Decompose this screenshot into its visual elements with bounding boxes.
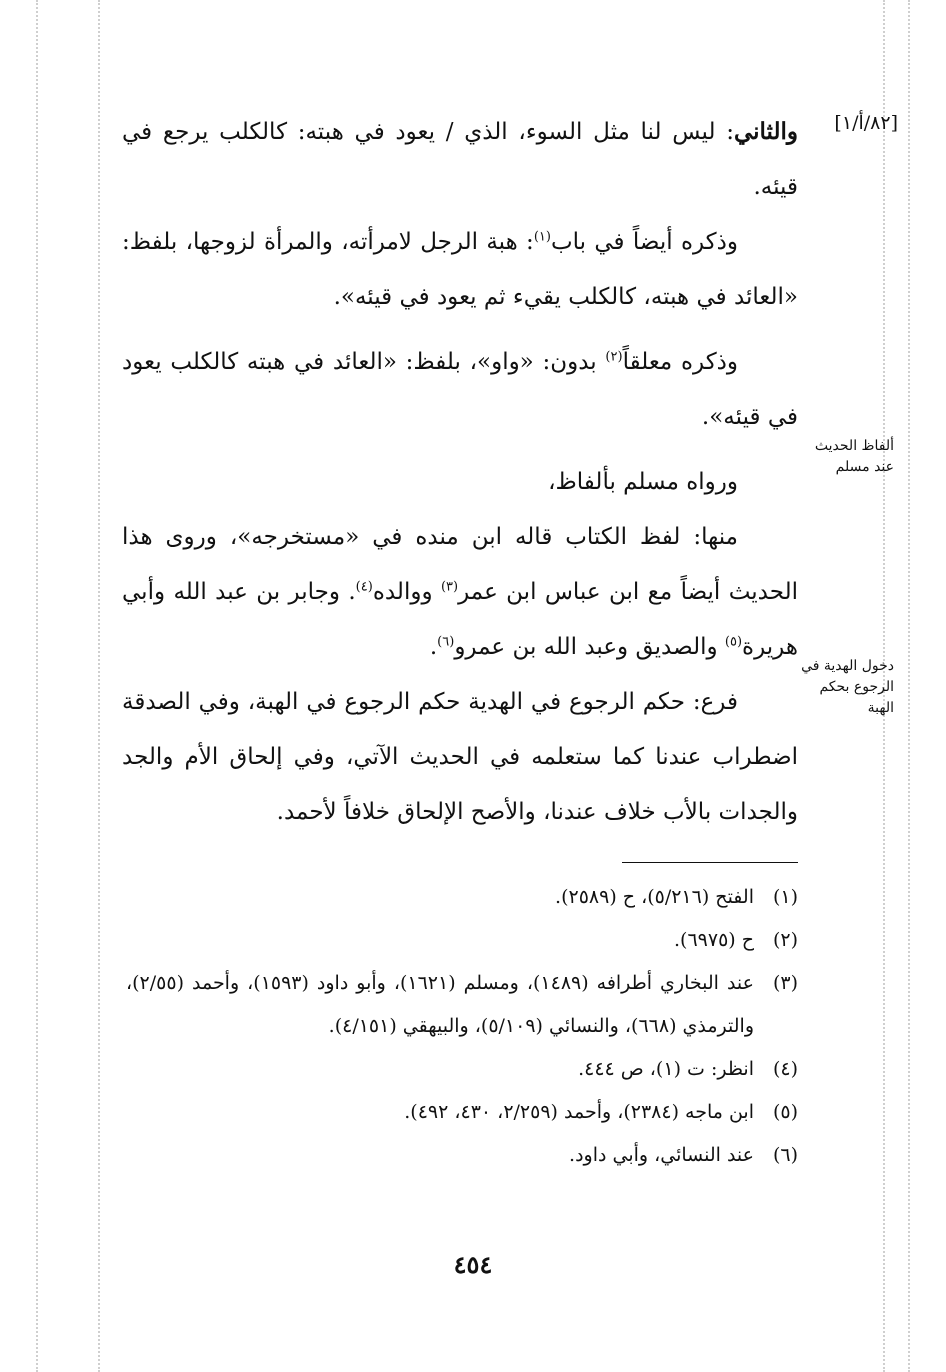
- paragraph-text: .: [429, 634, 438, 660]
- side-note-hadith-wording: ألفاظ الحديث عند مسلم: [814, 438, 894, 475]
- paragraph-text: بدون: «واو»، بلفظ: «العائد في هبته كالكلب يعود في قيئه».: [122, 349, 798, 430]
- paragraph-text: . وجابر بن عبد الله وأبي هريرة: [122, 579, 798, 660]
- footnote-text: عند النسائي، وأبي داود.: [569, 1144, 754, 1166]
- paragraph: [122, 335, 798, 445]
- footnote-text: عند البخاري أطرافه (١٤٨٩)، ومسلم (١٦٢١)، وأبو داود (١٥٩٣)، وأحمد (٢/٥٥)، والترمذي (٦٦٨)، والنسائي (٥/١٠٩)، والبيهقي (٤/١٥١).: [126, 972, 754, 1037]
- footnote-reference[interactable]: (٣): [440, 579, 459, 595]
- footnote-number: (٤): [772, 1058, 798, 1080]
- paragraph: فرع: حكم الرجوع في الهدية حكم الرجوع في الهبة، وفي الصدقة اضطراب عندنا كما ستعلمه في الحديث الآتي، وفي إلحاق الأم والجد والجدات بالأب خلاف عندنا، والأصح الإلحاق خلافاً لأحمد.: [122, 689, 798, 825]
- paragraph-text: وذكره معلقاً: [622, 349, 738, 375]
- paragraph-lead-word: والثاني: [733, 118, 798, 145]
- footnote-separator: [622, 862, 798, 863]
- footnote: [126, 919, 798, 962]
- footnote: [126, 876, 798, 919]
- scan-guide-line: [98, 0, 100, 1372]
- scan-guide-line: [908, 0, 910, 1372]
- paragraph: [122, 104, 798, 215]
- paragraph-text: : هبة الرجل لامرأته، والمرأة لزوجها، بلفظ: «العائد في هبته، كالكلب يقيء ثم يعود في قيئه».: [122, 229, 798, 310]
- paragraph-text: ووالده: [372, 579, 441, 605]
- footnote: [126, 1091, 798, 1134]
- paragraph: [122, 510, 798, 675]
- paragraph-text: وذكره أيضاً في باب: [550, 229, 738, 255]
- footnote: [126, 1134, 798, 1177]
- footnote-number: (٣): [772, 972, 798, 994]
- footnote-number: (١): [772, 886, 798, 908]
- footnote-text: ابن ماجه (٢٣٨٤)، وأحمد (٢/٢٥٩، ٤٣٠، ٤٩٢).: [404, 1101, 754, 1123]
- paragraph: ورواه مسلم بألفاظ،: [548, 469, 738, 495]
- footnote-number: (٢): [772, 929, 798, 951]
- footnotes: [126, 876, 798, 1177]
- footnote-text: ح (٦٩٧٥).: [674, 929, 754, 951]
- footnote: [126, 962, 798, 1048]
- paragraph-text: منها: لفظ الكتاب قاله ابن منده في «مستخرجه»، وروى هذا الحديث أيضاً مع ابن عباس ابن عمر: [122, 524, 798, 605]
- main-text: [122, 104, 798, 840]
- footnote-reference[interactable]: (١): [533, 229, 551, 245]
- manuscript-folio-reference: [٨٢/أ/١]: [834, 112, 898, 134]
- scan-guide-line: [36, 0, 38, 1372]
- footnote-text: انظر: ت (١)، ص ٤٤٤.: [578, 1058, 754, 1080]
- paragraph: [122, 215, 798, 325]
- side-note-gift-ruling: دخول الهدية في الرجوع بحكم الهبة: [801, 658, 894, 716]
- paragraph-text: والصديق وعبد الله بن عمرو: [454, 634, 725, 660]
- page-number: ٤٥٤: [453, 1250, 493, 1279]
- footnote-reference[interactable]: (٥): [724, 634, 743, 650]
- footnote-number: (٦): [772, 1144, 798, 1166]
- footnote-reference[interactable]: (٢): [605, 349, 623, 365]
- footnote: [126, 1048, 798, 1091]
- footnote-number: (٥): [772, 1101, 798, 1123]
- paragraph-text: : ليس لنا مثل السوء، الذي / يعود في هبته: كالكلب يرجع في قيئه.: [122, 119, 798, 200]
- footnote-reference[interactable]: (٤): [355, 579, 373, 595]
- footnote-text: الفتح (٥/٢١٦)، ح (٢٥٨٩).: [555, 886, 754, 908]
- footnote-reference[interactable]: (٦): [437, 634, 455, 650]
